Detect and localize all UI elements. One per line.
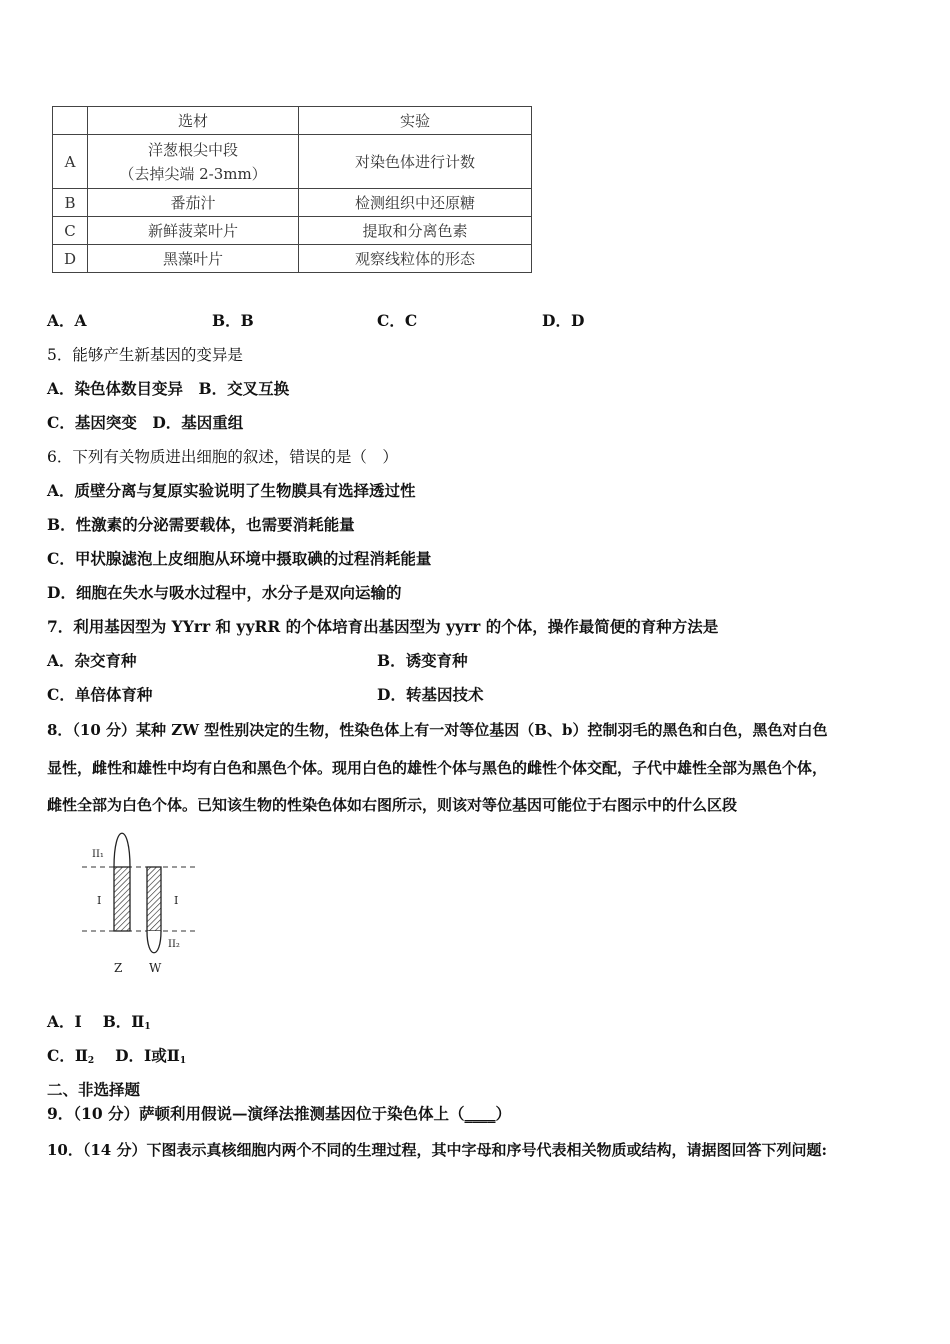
q4-option-d: D．D: [542, 311, 585, 330]
label-w: W: [149, 961, 162, 975]
q8-options-line1: [47, 1012, 151, 1037]
q6-stem: 6．下列有关物质进出细胞的叙述，错误的是（ ）: [47, 448, 398, 466]
q6-option-c: C．甲状腺滤泡上皮细胞从环境中摄取碘的过程消耗能量: [47, 549, 432, 568]
q8-option-c-text: C．Ⅱ: [47, 1046, 88, 1065]
q9-blank: ____: [464, 1104, 496, 1123]
w-chromosome-body: [147, 867, 161, 931]
q4-option-c: C．C: [377, 311, 418, 330]
q9-close: ）: [495, 1104, 512, 1123]
table-row: [53, 189, 532, 217]
row-label: B: [53, 189, 88, 217]
q8-stem-line3: 雌性全部为白色个体。已知该生物的性染色体如右图所示，则该对等位基因可能位于右图示中的什么区段: [47, 796, 738, 814]
z-chromosome-top: [114, 833, 130, 867]
q4-option-b: B．B: [212, 311, 254, 330]
q7-option-b: B．诱变育种: [377, 651, 468, 670]
row-label: A: [53, 135, 88, 189]
q8-option-c-sub: 2: [87, 1056, 95, 1066]
q8-option-b-text: B．Ⅱ: [102, 1012, 145, 1031]
row-label: C: [53, 217, 88, 245]
material-cell: 新鲜菠菜叶片: [88, 217, 299, 245]
q4-option-a: A．A: [47, 311, 87, 330]
experiment-cell: 观察线粒体的形态: [299, 245, 532, 273]
w-chromosome-bottom: [147, 931, 161, 953]
experiment-cell: 对染色体进行计数: [299, 135, 532, 189]
section-heading: 二、非选择题: [47, 1080, 141, 1099]
label-i-left: I: [97, 894, 102, 907]
material-text: 洋葱根尖中段: [147, 140, 238, 159]
table-row: [53, 245, 532, 273]
experiment-table: [52, 106, 532, 273]
table-header-row: [53, 107, 532, 135]
z-chromosome-body: [114, 867, 130, 931]
material-cell: 番茄汁: [88, 189, 299, 217]
material-cell: 黑藻叶片: [88, 245, 299, 273]
q7-stem: 7．利用基因型为 YYrr 和 yyRR 的个体培育出基因型为 yyrr 的个体，操作最简便的育种方法是: [47, 617, 719, 636]
q7-option-d: D．转基因技术: [377, 685, 484, 704]
label-ii2: II₂: [168, 939, 180, 950]
experiment-cell: 提取和分离色素: [299, 217, 532, 245]
q8-stem-line1: 8．（10 分）某种 ZW 型性别决定的生物，性染色体上有一对等位基因（B、b）控制羽毛的黑色和白色，黑色对白色: [47, 721, 828, 739]
q9-text: 9．（10 分）萨顿利用假说—演绎法推测基因位于染色体上（: [47, 1104, 465, 1123]
table-header-cell: 选材: [88, 107, 299, 135]
q5-options-line2: C．基因突变 D．基因重组: [47, 413, 244, 432]
table-header-cell: 实验: [299, 107, 532, 135]
q8-option-b-sub: 1: [144, 1022, 151, 1032]
table-header-cell: [53, 107, 88, 135]
q5-options-line1: A．染色体数目变异 B．交叉互换: [47, 379, 290, 398]
q8-stem-line2: 显性，雌性和雄性中均有白色和黑色个体。现用白色的雄性个体与黑色的雌性个体交配，子代中雄性全部为黑色个体，: [47, 759, 828, 777]
table-row: [53, 217, 532, 245]
q7-option-a: A．杂交育种: [47, 651, 137, 670]
q8-option-d-sub: 1: [179, 1056, 187, 1066]
q9-line: [47, 1104, 511, 1124]
q8-option-c: [47, 1046, 94, 1065]
q6-option-b: B．性激素的分泌需要载体，也需要消耗能量: [47, 515, 355, 534]
q8-option-d: [115, 1046, 186, 1065]
experiment-cell: 检测组织中还原糖: [299, 189, 532, 217]
q8-option-b: [103, 1012, 151, 1031]
label-z: Z: [114, 961, 123, 975]
table-row: [53, 135, 532, 189]
q5-stem: 5．能够产生新基因的变异是: [47, 346, 243, 364]
q10-stem: 10．（14 分）下图表示真核细胞内两个不同的生理过程，其中字母和序号代表相关物质或结构，请据图回答下列问题:: [47, 1141, 828, 1159]
label-i-right: I: [174, 894, 179, 907]
q6-option-a: A．质壁分离与复原实验说明了生物膜具有选择透过性: [47, 481, 416, 500]
row-label: D: [53, 245, 88, 273]
q8-options-line2: [47, 1046, 186, 1071]
material-note: （去掉尖端 2-3mm）: [119, 164, 267, 183]
q8-option-d-text: D．Ⅰ或Ⅱ: [115, 1046, 180, 1065]
label-ii1: II₁: [92, 849, 104, 860]
sex-chromosome-figure: [80, 830, 210, 980]
q6-option-d: D．细胞在失水与吸水过程中，水分子是双向运输的: [47, 583, 402, 602]
q7-option-c: C．单倍体育种: [47, 685, 153, 704]
material-cell: [88, 135, 299, 189]
q8-option-a: A．Ⅰ: [47, 1012, 82, 1031]
